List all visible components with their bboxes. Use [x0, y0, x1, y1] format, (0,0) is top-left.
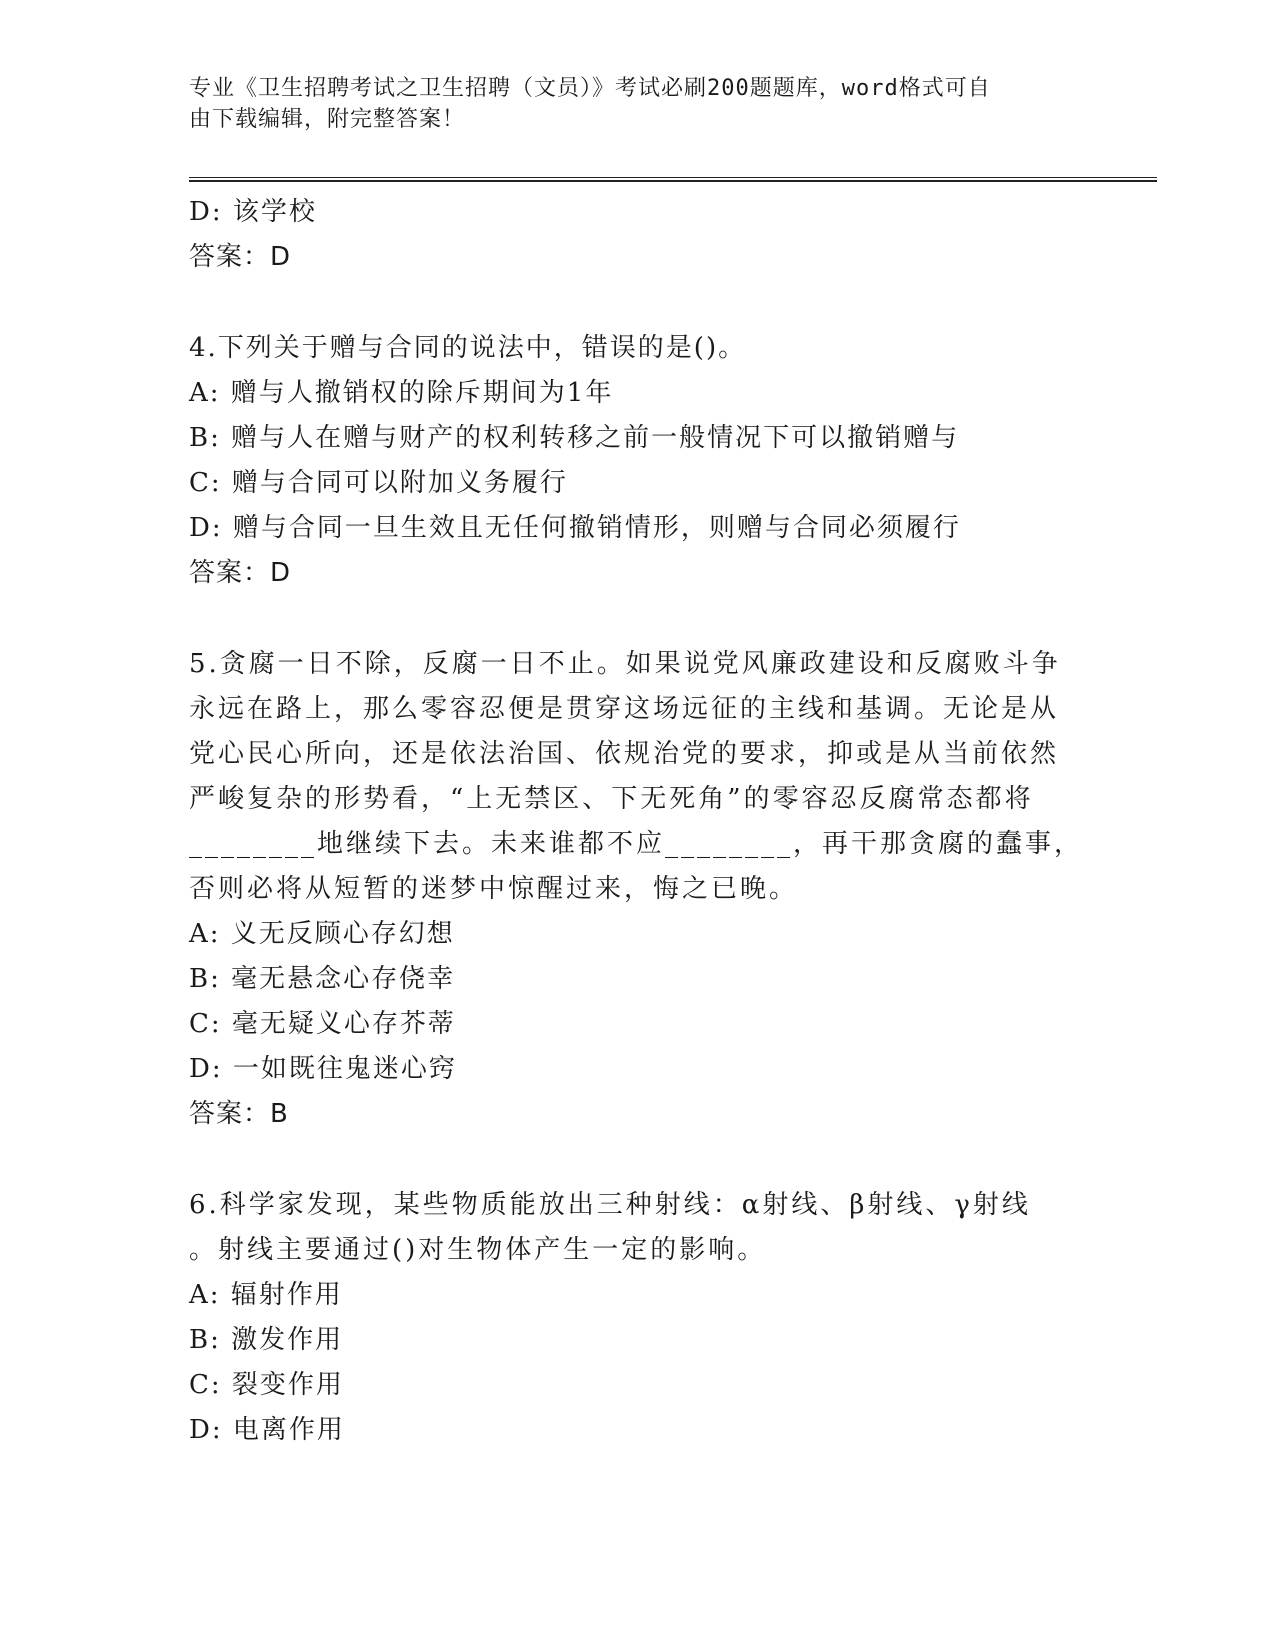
- header-line-1: 专业《卫生招聘考试之卫生招聘（文员）》考试必刷200题题库，word格式可自: [189, 76, 991, 101]
- q5-text-line: 党心民心所向，还是依法治国、依规治党的要求，抑或是从当前依然: [189, 739, 1060, 769]
- q6-text: [189, 1183, 1089, 1273]
- q5-option-b: B: 毫无悬念心存侥幸: [189, 964, 456, 994]
- q6-text-line: 6.科学家发现，某些物质能放出三种射线：α射线、β射线、γ射线: [189, 1190, 1031, 1220]
- q4-answer: 答案：D: [189, 558, 292, 588]
- q4-option-b: B: 赠与人在赠与财产的权利转移之前一般情况下可以撤销赠与: [189, 423, 960, 453]
- q4-option-d: D: 赠与合同一旦生效且无任何撤销情形，则赠与合同必须履行: [189, 513, 961, 543]
- q4-option-c: C: 赠与合同可以附加义务履行: [189, 468, 568, 498]
- q5-text-line: 5.贪腐一日不除，反腐一日不止。如果说党风廉政建设和反腐败斗争: [189, 649, 1061, 679]
- q4-text: 4.下列关于赠与合同的说法中，错误的是()。: [189, 333, 747, 363]
- document-header: [189, 73, 1069, 135]
- q4-option-a: A: 赠与人撤销权的除斥期间为1年: [189, 378, 614, 408]
- q6-text-line: 。射线主要通过()对生物体产生一定的影响。: [189, 1235, 767, 1265]
- header-divider: [189, 177, 1157, 182]
- q5-answer: 答案：B: [189, 1099, 289, 1129]
- q5-option-a: A: 义无反顾心存幻想: [189, 919, 455, 949]
- q5-text: [189, 642, 1089, 912]
- q6-option-b: B: 激发作用: [189, 1325, 344, 1355]
- prev-option-d: D: 该学校: [189, 197, 317, 227]
- q5-option-d: D: 一如既往鬼迷心窍: [189, 1054, 457, 1084]
- q5-option-c: C: 毫无疑义心存芥蒂: [189, 1009, 456, 1039]
- q6-option-d: D: 电离作用: [189, 1415, 345, 1445]
- q5-text-line: 永远在路上，那么零容忍便是贯穿这场远征的主线和基调。无论是从: [189, 694, 1060, 724]
- q6-option-a: A: 辐射作用: [189, 1280, 343, 1310]
- header-line-2: 由下载编辑，附完整答案！: [189, 107, 466, 132]
- question-content: [189, 190, 1089, 1453]
- q5-text-line: 严峻复杂的形势看，“上无禁区、下无死角”的零容忍反腐常态都将: [189, 784, 1034, 814]
- q5-text-line: 否则必将从短暂的迷梦中惊醒过来，悔之已晚。: [189, 874, 799, 904]
- q6-option-c: C: 裂变作用: [189, 1370, 344, 1400]
- prev-answer: 答案：D: [189, 242, 292, 272]
- q5-text-line: ________地继续下去。未来谁都不应________，再干那贪腐的蠢事，: [189, 829, 1084, 859]
